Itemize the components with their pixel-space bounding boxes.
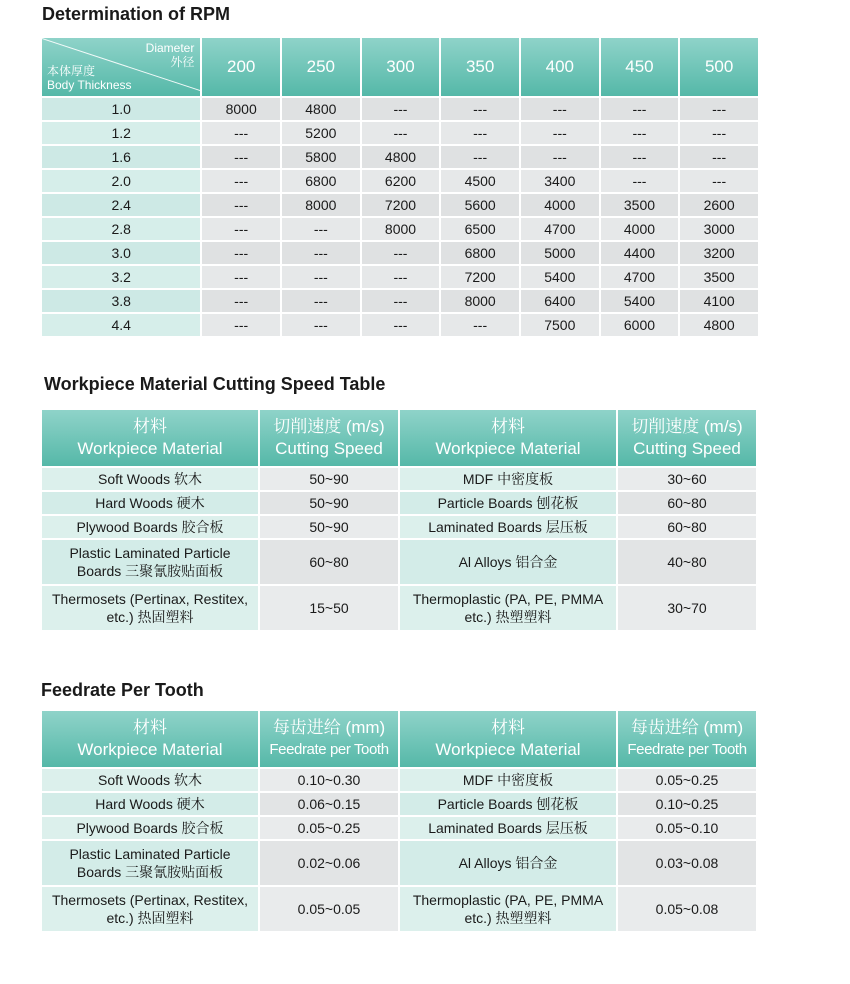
rpm-corner-cell bbox=[42, 38, 200, 96]
value-cell: 40~80 bbox=[618, 540, 756, 584]
rpm-value-cell: 4000 bbox=[601, 218, 679, 240]
corner-thickness-en: Body Thickness bbox=[47, 78, 132, 92]
material-cell: MDF 中密度板 bbox=[400, 468, 616, 490]
thickness-cell: 3.0 bbox=[42, 242, 200, 264]
value-cell: 30~70 bbox=[618, 586, 756, 630]
table-row bbox=[42, 122, 758, 144]
rpm-value-cell: 5600 bbox=[441, 194, 519, 216]
rpm-value-cell: --- bbox=[362, 98, 440, 120]
material-cell bbox=[42, 841, 258, 885]
value-cell: 60~80 bbox=[618, 516, 756, 538]
material-line: Plastic Laminated Particle bbox=[69, 545, 231, 561]
material-cell: Plywood Boards 胶合板 bbox=[42, 817, 258, 839]
rpm-value-cell: --- bbox=[680, 146, 758, 168]
table-row bbox=[42, 170, 758, 192]
thickness-cell: 2.0 bbox=[42, 170, 200, 192]
table-row bbox=[42, 242, 758, 264]
rpm-value-cell: 3200 bbox=[680, 242, 758, 264]
thickness-cell: 3.8 bbox=[42, 290, 200, 312]
rpm-value-cell: 4100 bbox=[680, 290, 758, 312]
value-cell: 60~80 bbox=[260, 540, 398, 584]
rpm-value-cell: 8000 bbox=[441, 290, 519, 312]
rpm-value-cell: --- bbox=[680, 98, 758, 120]
material-line: etc.) 热塑塑料 bbox=[464, 609, 552, 625]
rpm-value-cell: --- bbox=[202, 314, 280, 336]
rpm-value-cell: --- bbox=[282, 242, 360, 264]
material-line: Boards 三聚氰胺贴面板 bbox=[76, 864, 224, 880]
table-row bbox=[42, 98, 758, 120]
rpm-value-cell: 5000 bbox=[521, 242, 599, 264]
rpm-value-cell: --- bbox=[362, 242, 440, 264]
material-line: Al Alloys 铝合金 bbox=[458, 554, 558, 570]
value-cell: 0.03~0.08 bbox=[618, 841, 756, 885]
rpm-value-cell: --- bbox=[202, 122, 280, 144]
feedrate-table bbox=[40, 709, 758, 933]
rpm-value-cell: 7500 bbox=[521, 314, 599, 336]
rpm-value-cell: 8000 bbox=[282, 194, 360, 216]
rpm-value-cell: 6200 bbox=[362, 170, 440, 192]
value-cell: 50~90 bbox=[260, 492, 398, 514]
material-cell bbox=[42, 540, 258, 584]
rpm-value-cell: --- bbox=[601, 146, 679, 168]
corner-diameter-cn: 外径 bbox=[170, 55, 195, 69]
rpm-value-cell: 4800 bbox=[362, 146, 440, 168]
rpm-value-cell: 5400 bbox=[601, 290, 679, 312]
material-cell bbox=[400, 586, 616, 630]
material-cell: MDF 中密度板 bbox=[400, 769, 616, 791]
material-cell: Laminated Boards 层压板 bbox=[400, 516, 616, 538]
value-cell: 0.05~0.08 bbox=[618, 887, 756, 931]
thickness-cell: 1.0 bbox=[42, 98, 200, 120]
material-line: Thermosets (Pertinax, Restitex, bbox=[51, 892, 249, 908]
rpm-value-cell: 4000 bbox=[521, 194, 599, 216]
material-line: Thermosets (Pertinax, Restitex, bbox=[51, 591, 249, 607]
rpm-value-cell: --- bbox=[601, 170, 679, 192]
material-cell bbox=[42, 586, 258, 630]
value-cell: 30~60 bbox=[618, 468, 756, 490]
rpm-value-cell: --- bbox=[441, 146, 519, 168]
thickness-cell: 1.6 bbox=[42, 146, 200, 168]
material-line: etc.) 热固塑料 bbox=[106, 910, 194, 926]
rpm-value-cell: 2600 bbox=[680, 194, 758, 216]
rpm-value-cell: 4800 bbox=[282, 98, 360, 120]
rpm-value-cell: --- bbox=[362, 314, 440, 336]
table-row bbox=[42, 540, 756, 584]
corner-thickness-cn: 本体厚度 bbox=[47, 64, 96, 78]
rpm-diameter-header: 450 bbox=[601, 38, 679, 96]
rpm-value-cell: --- bbox=[202, 266, 280, 288]
rpm-diameter-header: 300 bbox=[362, 38, 440, 96]
thickness-cell: 2.8 bbox=[42, 218, 200, 240]
rpm-value-cell: 7200 bbox=[441, 266, 519, 288]
speed-header-row bbox=[42, 410, 756, 466]
value-cell: 0.10~0.25 bbox=[618, 793, 756, 815]
material-cell bbox=[42, 887, 258, 931]
rpm-diameter-header: 200 bbox=[202, 38, 280, 96]
rpm-value-cell: --- bbox=[202, 170, 280, 192]
rpm-value-cell: 4400 bbox=[601, 242, 679, 264]
rpm-value-cell: --- bbox=[680, 122, 758, 144]
rpm-value-cell: 4500 bbox=[441, 170, 519, 192]
rpm-value-cell: 8000 bbox=[362, 218, 440, 240]
material-line: etc.) 热固塑料 bbox=[106, 609, 194, 625]
rpm-header-row bbox=[42, 38, 758, 96]
rpm-value-cell: 6800 bbox=[282, 170, 360, 192]
material-cell bbox=[400, 540, 616, 584]
rpm-value-cell: 3500 bbox=[601, 194, 679, 216]
corner-diameter-en: Diameter bbox=[145, 41, 195, 55]
rpm-value-cell: 5800 bbox=[282, 146, 360, 168]
rpm-value-cell: --- bbox=[202, 146, 280, 168]
value-cell: 0.06~0.15 bbox=[260, 793, 398, 815]
table-row bbox=[42, 314, 758, 336]
material-line: Al Alloys 铝合金 bbox=[458, 855, 558, 871]
feed-title: Feedrate Per Tooth bbox=[41, 680, 204, 700]
rpm-diameter-header: 400 bbox=[521, 38, 599, 96]
rpm-value-cell: 6400 bbox=[521, 290, 599, 312]
table-row bbox=[42, 841, 756, 885]
material-line: Plastic Laminated Particle bbox=[69, 846, 231, 862]
rpm-value-cell: --- bbox=[441, 122, 519, 144]
table-row bbox=[42, 266, 758, 288]
table-row bbox=[42, 887, 756, 931]
cutting-speed-header: 切削速度 (m/s) Cutting Speed bbox=[618, 410, 756, 466]
value-cell: 0.05~0.25 bbox=[618, 769, 756, 791]
rpm-value-cell: 4800 bbox=[680, 314, 758, 336]
rpm-title: Determination of RPM bbox=[42, 4, 231, 24]
material-header: 材料 Workpiece Material bbox=[42, 711, 258, 767]
rpm-value-cell: 6000 bbox=[601, 314, 679, 336]
material-header: 材料 Workpiece Material bbox=[400, 711, 616, 767]
rpm-diameter-header: 500 bbox=[680, 38, 758, 96]
value-cell: 15~50 bbox=[260, 586, 398, 630]
rpm-value-cell: 6500 bbox=[441, 218, 519, 240]
rpm-value-cell: --- bbox=[282, 314, 360, 336]
material-line: etc.) 热塑塑料 bbox=[464, 910, 552, 926]
material-cell bbox=[400, 841, 616, 885]
material-cell: Plywood Boards 胶合板 bbox=[42, 516, 258, 538]
value-cell: 0.05~0.05 bbox=[260, 887, 398, 931]
feedrate-header: 每齿进给 (mm) Feedrate per Tooth bbox=[260, 711, 398, 767]
rpm-value-cell: 6800 bbox=[441, 242, 519, 264]
material-cell: Hard Woods 硬木 bbox=[42, 492, 258, 514]
material-header: 材料 Workpiece Material bbox=[400, 410, 616, 466]
material-cell: Particle Boards 刨花板 bbox=[400, 492, 616, 514]
material-cell: Particle Boards 刨花板 bbox=[400, 793, 616, 815]
rpm-value-cell: --- bbox=[202, 218, 280, 240]
rpm-value-cell: --- bbox=[202, 242, 280, 264]
table-row bbox=[42, 516, 756, 538]
rpm-value-cell: --- bbox=[601, 122, 679, 144]
value-cell: 0.02~0.06 bbox=[260, 841, 398, 885]
table-row bbox=[42, 586, 756, 630]
material-cell: Soft Woods 软木 bbox=[42, 468, 258, 490]
rpm-value-cell: 5400 bbox=[521, 266, 599, 288]
rpm-value-cell: --- bbox=[601, 98, 679, 120]
rpm-value-cell: --- bbox=[441, 314, 519, 336]
cutting-speed-table bbox=[40, 408, 758, 632]
material-cell bbox=[400, 887, 616, 931]
rpm-value-cell: --- bbox=[441, 98, 519, 120]
rpm-value-cell: --- bbox=[521, 122, 599, 144]
table-row bbox=[42, 194, 758, 216]
rpm-value-cell: 4700 bbox=[521, 218, 599, 240]
speed-title: Workpiece Material Cutting Speed Table bbox=[44, 374, 386, 394]
value-cell: 60~80 bbox=[618, 492, 756, 514]
value-cell: 50~90 bbox=[260, 468, 398, 490]
rpm-value-cell: 3000 bbox=[680, 218, 758, 240]
rpm-value-cell: 3500 bbox=[680, 266, 758, 288]
rpm-value-cell: --- bbox=[362, 122, 440, 144]
rpm-value-cell: --- bbox=[282, 290, 360, 312]
rpm-table bbox=[40, 36, 760, 338]
rpm-value-cell: 7200 bbox=[362, 194, 440, 216]
material-line: Thermoplastic (PA, PE, PMMA bbox=[412, 892, 604, 908]
thickness-cell: 2.4 bbox=[42, 194, 200, 216]
rpm-value-cell: --- bbox=[680, 170, 758, 192]
material-header: 材料 Workpiece Material bbox=[42, 410, 258, 466]
rpm-value-cell: 8000 bbox=[202, 98, 280, 120]
table-row bbox=[42, 769, 756, 791]
material-line: Boards 三聚氰胺贴面板 bbox=[76, 563, 224, 579]
material-line: Thermoplastic (PA, PE, PMMA bbox=[412, 591, 604, 607]
rpm-value-cell: --- bbox=[202, 290, 280, 312]
rpm-diameter-header: 250 bbox=[282, 38, 360, 96]
rpm-value-cell: 4700 bbox=[601, 266, 679, 288]
value-cell: 50~90 bbox=[260, 516, 398, 538]
table-row bbox=[42, 468, 756, 490]
rpm-diameter-header: 350 bbox=[441, 38, 519, 96]
rpm-value-cell: 5200 bbox=[282, 122, 360, 144]
material-cell: Laminated Boards 层压板 bbox=[400, 817, 616, 839]
rpm-value-cell: --- bbox=[362, 290, 440, 312]
rpm-value-cell: --- bbox=[521, 98, 599, 120]
rpm-value-cell: --- bbox=[521, 146, 599, 168]
feedrate-header: 每齿进给 (mm) Feedrate per Tooth bbox=[618, 711, 756, 767]
cutting-speed-header: 切削速度 (m/s) Cutting Speed bbox=[260, 410, 398, 466]
table-row bbox=[42, 817, 756, 839]
table-row bbox=[42, 146, 758, 168]
value-cell: 0.05~0.10 bbox=[618, 817, 756, 839]
rpm-value-cell: 3400 bbox=[521, 170, 599, 192]
table-row bbox=[42, 492, 756, 514]
material-cell: Hard Woods 硬木 bbox=[42, 793, 258, 815]
rpm-value-cell: --- bbox=[282, 218, 360, 240]
rpm-value-cell: --- bbox=[202, 194, 280, 216]
table-row bbox=[42, 290, 758, 312]
thickness-cell: 4.4 bbox=[42, 314, 200, 336]
table-row bbox=[42, 793, 756, 815]
value-cell: 0.05~0.25 bbox=[260, 817, 398, 839]
value-cell: 0.10~0.30 bbox=[260, 769, 398, 791]
thickness-cell: 1.2 bbox=[42, 122, 200, 144]
material-cell: Soft Woods 软木 bbox=[42, 769, 258, 791]
thickness-cell: 3.2 bbox=[42, 266, 200, 288]
rpm-value-cell: --- bbox=[282, 266, 360, 288]
table-row bbox=[42, 218, 758, 240]
rpm-value-cell: --- bbox=[362, 266, 440, 288]
feed-header-row bbox=[42, 711, 756, 767]
